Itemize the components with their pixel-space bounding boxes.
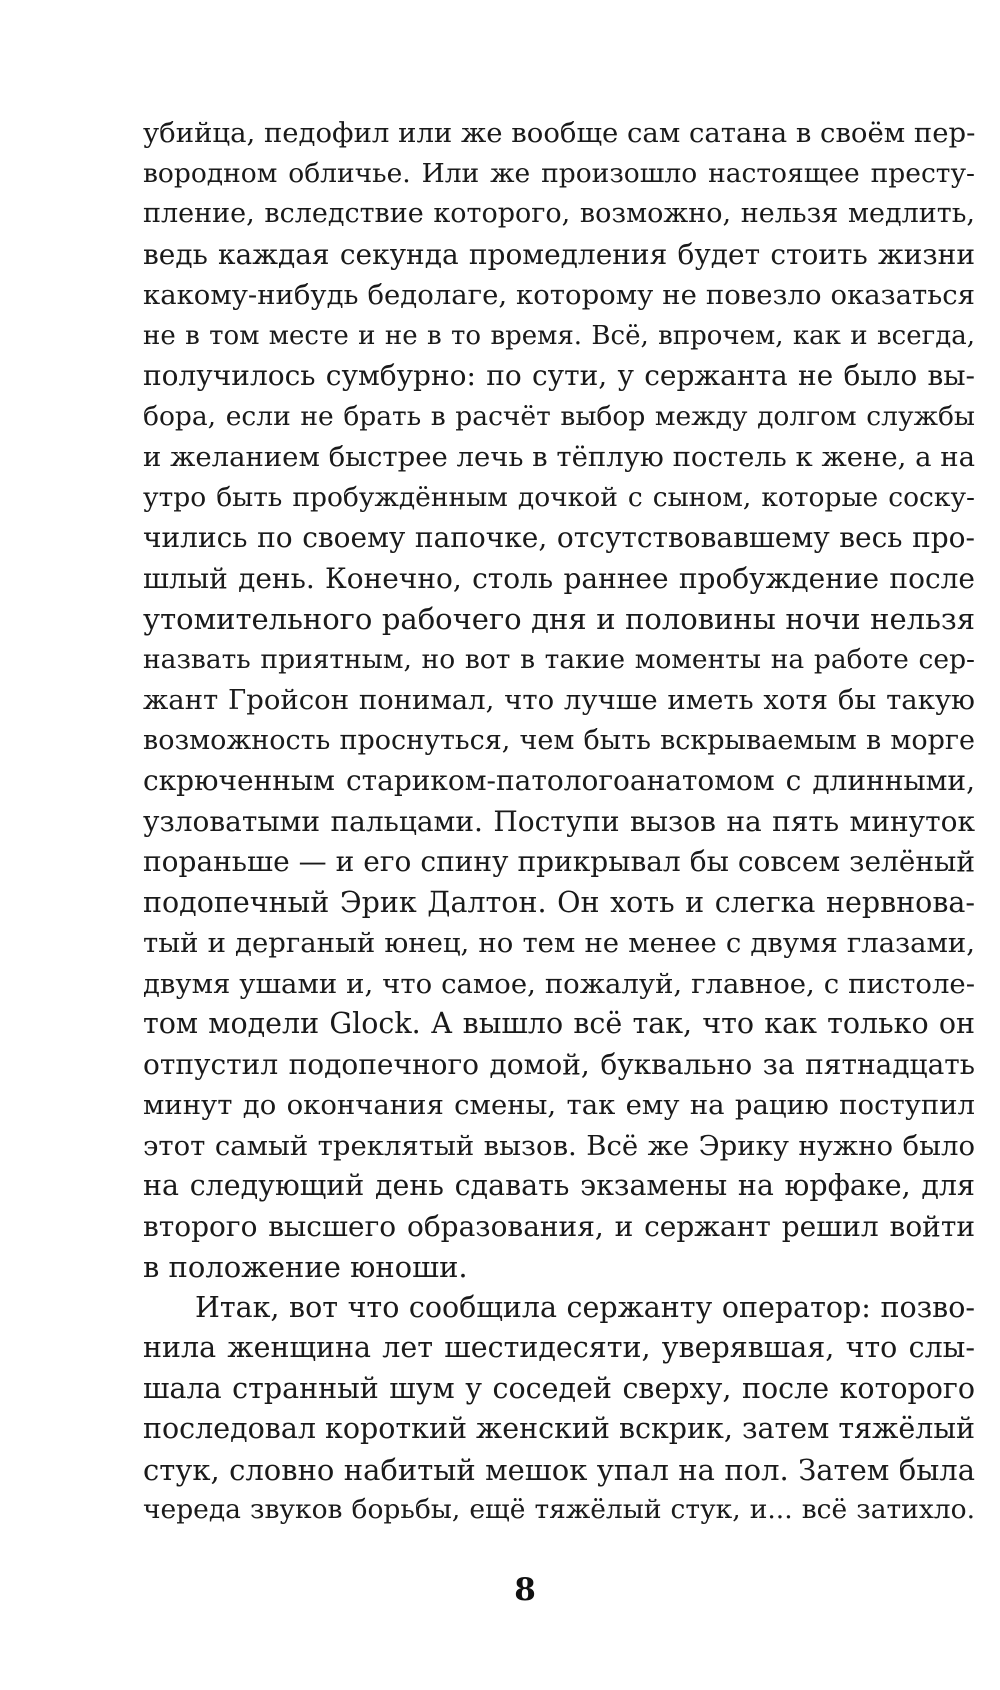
- text-line: утомительного рабочего дня и половины ночи нельзя: [143, 602, 975, 636]
- text-line: назвать приятным, но вот в такие моменты на работе сер-: [143, 643, 975, 675]
- text-line: стук, словно набитый мешок упал на пол. Затем была: [143, 1452, 975, 1487]
- text-line: череда звуков борьбы, ещё тяжёлый стук, и... всё затихло.: [143, 1494, 975, 1525]
- text-line: том модели Glock. А вышло всё так, что как только он: [143, 1007, 975, 1040]
- paragraph-1: [143, 113, 975, 1288]
- text-line: возможность проснуться, чем быть вскрываемым в морге: [143, 724, 975, 756]
- body-text: [143, 113, 975, 1531]
- text-line: последовал короткий женский вскрик, затем тяжёлый: [143, 1412, 975, 1445]
- text-line: Итак, вот что сообщила сержанту оператор: позво-: [195, 1290, 975, 1324]
- text-line: на следующий день сдавать экзамены на юрфаке, для: [143, 1169, 975, 1202]
- text-line: бора, если не брать в расчёт выбор между долгом службы: [143, 400, 975, 432]
- text-line: чились по своему папочке, отсутствовавшему весь про-: [143, 521, 975, 554]
- text-line: этот самый треклятый вызов. Всё же Эрику нужно было: [143, 1129, 975, 1162]
- page-number: 8: [514, 1572, 536, 1608]
- text-line: пление, вследствие которого, возможно, нельзя медлить,: [143, 198, 975, 229]
- text-line: убийца, педофил или же вообще сам сатана в своём пер-: [143, 117, 975, 149]
- text-line: отпустил подопечного домой, буквально за пятнадцать: [143, 1047, 975, 1081]
- text-line: подопечный Эрик Далтон. Он хоть и слегка нервнова-: [143, 885, 975, 919]
- text-line: нила женщина лет шестидесяти, уверявшая, что слы-: [143, 1331, 975, 1364]
- text-line: минут до окончания смены, так ему на рацию поступил: [143, 1089, 975, 1121]
- text-line: утро быть пробуждённым дочкой с сыном, которые соску-: [143, 481, 975, 513]
- text-line: получилось сумбурно: по сути, у сержанта не было вы-: [143, 359, 975, 392]
- text-line: шала странный шум у соседей сверху, после которого: [143, 1371, 975, 1405]
- text-line: шлый день. Конечно, столь раннее пробуждение после: [143, 561, 975, 595]
- text-line: вородном обличье. Или же произошло настоящее престу-: [143, 157, 975, 189]
- text-line: двумя ушами и, что самое, пожалуй, главное, с пистоле-: [143, 967, 975, 1000]
- text-line: и желанием быстрее лечь в тёплую постель к жене, а на: [143, 441, 975, 473]
- text-line: жант Гройсон понимал, что лучше иметь хотя бы такую: [143, 684, 975, 716]
- text-line: пораньше — и его спину прикрывал бы совсем зелёный: [143, 845, 975, 878]
- paragraph-2: [143, 1288, 975, 1531]
- text-line: скрюченным стариком-патологоанатомом с длинными,: [143, 764, 975, 797]
- text-line: какому-нибудь бедолаге, которому не повезло оказаться: [143, 279, 975, 311]
- text-line: ведь каждая секунда промедления будет стоить жизни: [143, 237, 975, 271]
- text-line: в положение юноши.: [143, 1250, 468, 1284]
- text-line: узловатыми пальцами. Поступи вызов на пять минуток: [143, 804, 975, 838]
- text-line: тый и дерганый юнец, но тем не менее с двумя глазами,: [143, 927, 975, 959]
- text-line: не в том месте и не в то время. Всё, впрочем, как и всегда,: [143, 320, 975, 351]
- text-line: второго высшего образования, и сержант решил войти: [143, 1209, 975, 1243]
